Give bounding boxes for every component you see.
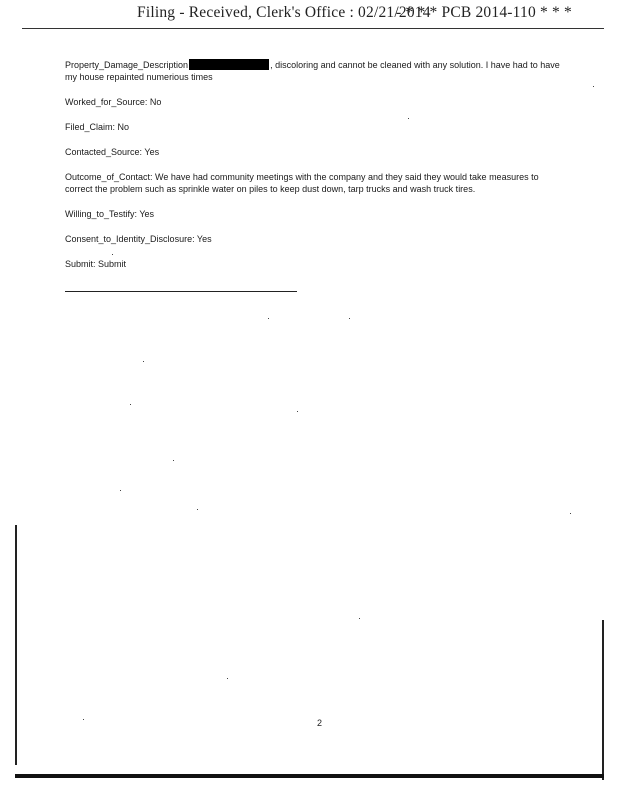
scan-speck [593, 86, 594, 87]
form-content [65, 59, 565, 283]
property-damage-label: Property_Damage_Description [65, 60, 189, 70]
scan-speck [349, 318, 350, 319]
scan-speck [297, 411, 298, 412]
consent-disclosure-field: Consent_to_Identity_Disclosure: Yes [65, 234, 212, 244]
property-damage-value: , discoloring and cannot be cleaned with any solution. I have had to have my house repainted numerious times [65, 60, 560, 82]
scan-speck [227, 678, 228, 679]
contacted-source-field: Contacted_Source: Yes [65, 147, 160, 157]
scan-speck [173, 460, 174, 461]
scan-speck [359, 618, 360, 619]
scan-speck [83, 719, 84, 720]
scan-speck [130, 404, 131, 405]
separator-line [65, 291, 297, 292]
filing-stamp: Filing - Received, Clerk's Office : 02/21/2014 [137, 4, 431, 21]
page-number: 2 [317, 718, 323, 728]
willing-to-testify-field: Willing_to_Testify: Yes [65, 209, 155, 219]
scan-speck [197, 509, 198, 510]
redaction-box [189, 59, 269, 70]
submit-field: Submit: Submit [65, 259, 127, 269]
scan-edge-right [602, 620, 604, 780]
header-divider [22, 28, 604, 29]
scan-speck [112, 254, 113, 255]
filed-claim-field: Filed_Claim: No [65, 122, 130, 132]
scan-speck [143, 361, 144, 362]
scan-edge-bottom [15, 774, 604, 778]
scan-speck [120, 490, 121, 491]
worked-for-source-field: Worked_for_Source: No [65, 97, 162, 107]
scan-edge-left [15, 525, 17, 765]
scan-speck [408, 118, 409, 119]
scan-speck [570, 513, 571, 514]
outcome-of-contact-field: Outcome_of_Contact: We have had community meetings with the company and they said they would take measures to correct the problem such as sprinkle water on piles to keep dust down, tarp trucks and wash truck tires. [65, 172, 539, 194]
case-number: - * * * PCB 2014-110 * * * [396, 4, 572, 21]
property-damage-field [65, 59, 565, 83]
scan-speck [268, 318, 269, 319]
